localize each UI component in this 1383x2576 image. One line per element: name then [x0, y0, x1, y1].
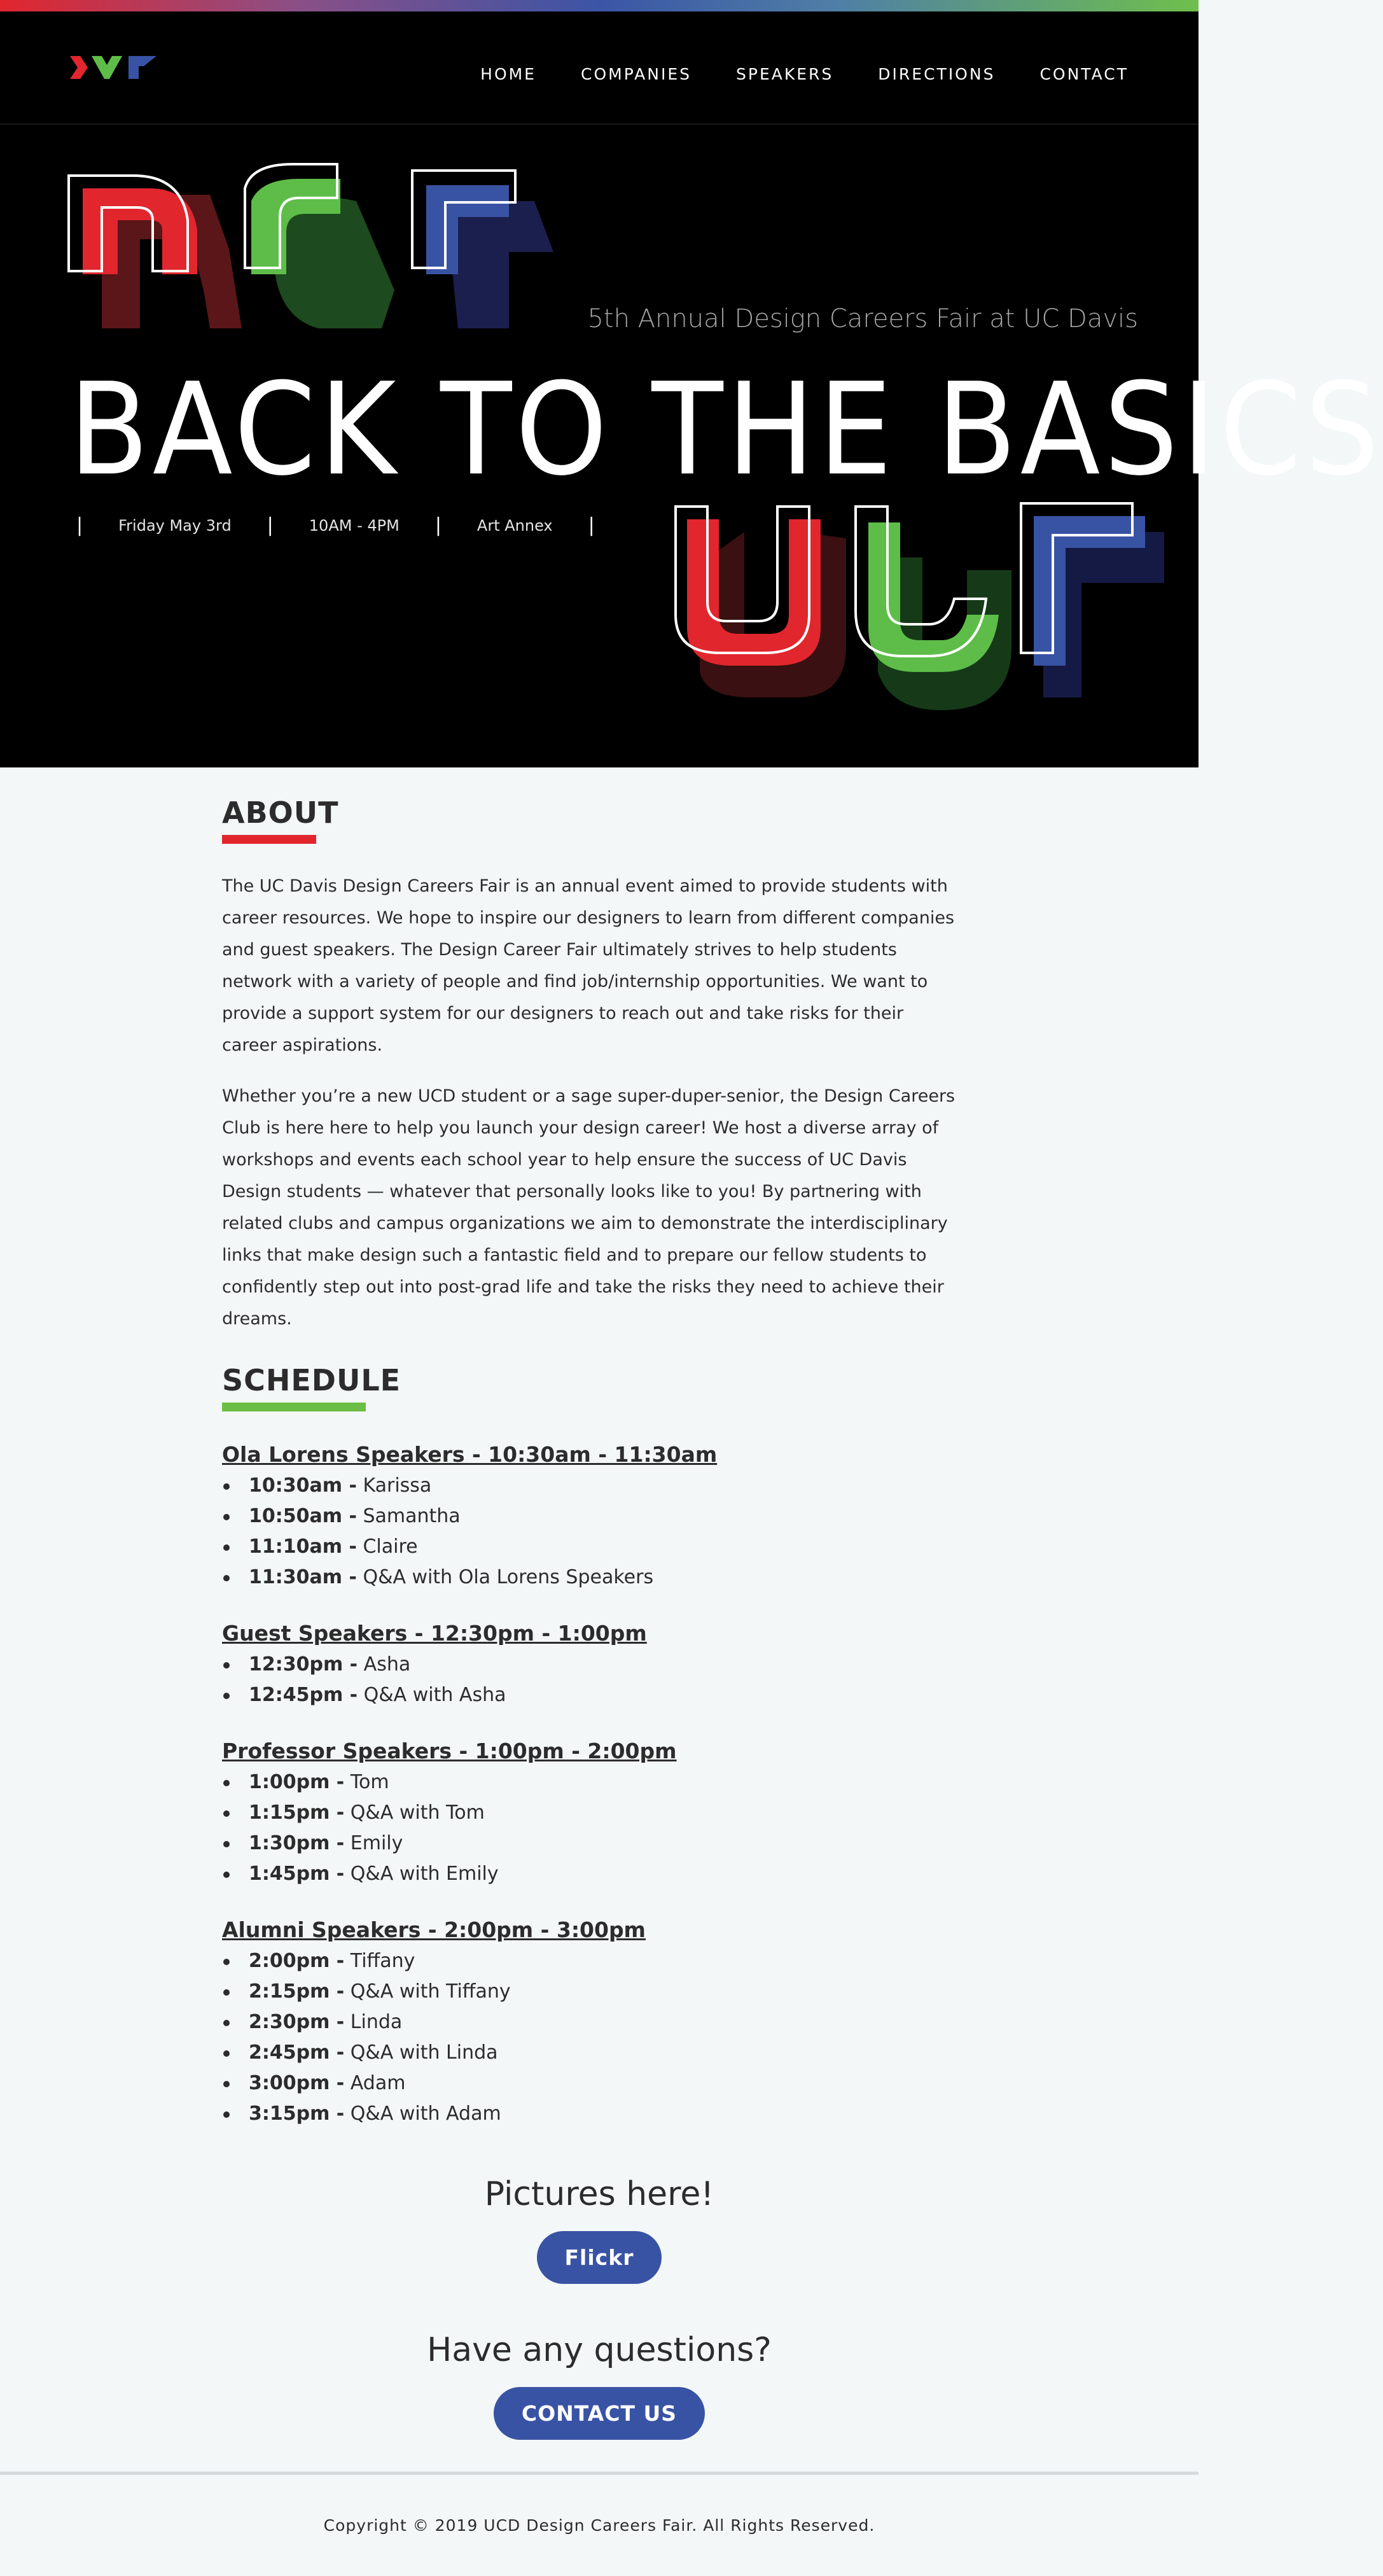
- session-item-time: 1:00pm -: [249, 1771, 345, 1793]
- session-item-label: Linda: [350, 2011, 403, 2033]
- session-item: [222, 1532, 960, 1562]
- session-item-label: Tom: [350, 1771, 389, 1793]
- schedule-section: [222, 1363, 960, 2129]
- about-heading-underline: [222, 835, 316, 844]
- hero-subtitle: 5th Annual Design Careers Fair at UC Davis: [587, 304, 1138, 333]
- session-item: [222, 1501, 960, 1532]
- schedule-heading: [222, 1363, 401, 1417]
- session-item: [222, 1859, 960, 1889]
- session-item-time: 1:15pm -: [249, 1802, 345, 1824]
- nav-home[interactable]: HOME: [480, 65, 536, 83]
- site-footer: [0, 2472, 1199, 2576]
- session-list: [222, 1767, 960, 1889]
- hero-top-letter-c: [245, 164, 394, 328]
- schedule-session: [222, 1917, 960, 2129]
- session-item-label: Q&A with Emily: [350, 1863, 499, 1885]
- site-header: [0, 11, 1199, 125]
- session-item-time: 2:15pm -: [249, 1980, 345, 2003]
- about-heading: [222, 795, 339, 849]
- session-item-label: Emily: [350, 1832, 403, 1854]
- main-nav: [480, 65, 1129, 83]
- hero-date: Friday May 3rd: [118, 516, 232, 535]
- contact-us-button[interactable]: CONTACT US: [494, 2387, 705, 2440]
- session-item-label: Claire: [363, 1536, 418, 1558]
- top-gradient-bar: [0, 0, 1199, 11]
- hero-headline: BACK TO THE BASICS: [69, 356, 1383, 504]
- session-item-label: Q&A with Tiffany: [350, 1980, 511, 2003]
- session-item-label: Q&A with Asha: [363, 1684, 506, 1706]
- session-item-time: 2:45pm -: [249, 2041, 345, 2064]
- session-item-label: Q&A with Ola Lorens Speakers: [363, 1566, 654, 1588]
- hero-bottom-letter-j: [856, 507, 1011, 710]
- about-heading-text: ABOUT: [222, 795, 339, 830]
- session-item-time: 12:30pm -: [249, 1653, 358, 1676]
- session-item-time: 11:10am -: [249, 1536, 357, 1558]
- session-title: Ola Lorens Speakers - 10:30am - 11:30am: [222, 1442, 718, 1467]
- hero-bottom-letter-u: [676, 507, 846, 697]
- session-item-label: Karissa: [363, 1474, 432, 1497]
- session-title: Professor Speakers - 1:00pm - 2:00pm: [222, 1739, 677, 1763]
- footer-copyright: Copyright © 2019 UCD Design Careers Fair. All Rights Reserved.: [323, 2516, 875, 2535]
- schedule-session: [222, 1739, 960, 1889]
- session-item: [222, 1471, 960, 1501]
- schedule-session: [222, 1442, 960, 1593]
- session-list: [222, 1946, 960, 2129]
- hero-location: Art Annex: [476, 516, 553, 535]
- pictures-heading: Pictures here!: [484, 2175, 714, 2213]
- main-content: [222, 767, 960, 2129]
- hero-separator: |: [434, 514, 441, 536]
- session-item: [222, 1946, 960, 1977]
- session-item: [222, 2038, 960, 2068]
- session-item-time: 3:00pm -: [249, 2072, 345, 2094]
- logo-blue-shape: [129, 56, 156, 79]
- session-item: [222, 1767, 960, 1798]
- session-item-label: Q&A with Tom: [350, 1802, 485, 1824]
- session-item-time: 10:50am -: [249, 1505, 357, 1527]
- session-item: [222, 2099, 960, 2129]
- nav-speakers[interactable]: SPEAKERS: [736, 65, 834, 83]
- session-item: [222, 1562, 960, 1593]
- session-item-label: Tiffany: [350, 1950, 415, 1972]
- logo-green-shape: [92, 56, 122, 79]
- session-item-time: 3:15pm -: [249, 2103, 345, 2125]
- session-item-time: 1:45pm -: [249, 1863, 345, 1885]
- schedule-heading-underline: [222, 1403, 366, 1411]
- session-item-time: 1:30pm -: [249, 1832, 345, 1854]
- nav-directions[interactable]: DIRECTIONS: [878, 65, 996, 83]
- ucd-logo-icon[interactable]: [70, 52, 156, 83]
- hero-event-details: [76, 514, 630, 536]
- hero-separator: |: [76, 514, 83, 536]
- session-list: [222, 1471, 960, 1593]
- hero-banner: [0, 125, 1383, 767]
- session-title: Guest Speakers - 12:30pm - 1:00pm: [222, 1621, 647, 1646]
- hero-bottom-letter-f: [1021, 503, 1164, 697]
- session-item: [222, 2068, 960, 2099]
- flickr-button[interactable]: Flickr: [537, 2231, 662, 2284]
- about-section: [222, 795, 960, 1335]
- logo-red-shape: [70, 56, 88, 79]
- session-item-label: Q&A with Linda: [350, 2041, 498, 2064]
- about-paragraph-1: The UC Davis Design Careers Fair is an annual event aimed to provide students with career resources. We hope to inspire our designers to learn from different companies and guest speakers. The Design Career Fair ultimately strives to help students network with a variety of people and find job/internship opportunities. We want to provide a support system for our designers to reach out and take risks for their career aspirations.: [222, 876, 955, 1055]
- session-item: [222, 1977, 960, 2007]
- schedule-session: [222, 1621, 960, 1711]
- hero-top-letter-f: [412, 171, 553, 328]
- hero-time: 10AM - 4PM: [309, 516, 400, 535]
- session-item: [222, 2007, 960, 2038]
- session-item-time: 10:30am -: [249, 1474, 357, 1497]
- session-item-label: Adam: [350, 2072, 406, 2094]
- session-item-label: Samantha: [363, 1505, 461, 1527]
- nav-companies[interactable]: COMPANIES: [580, 65, 692, 83]
- session-title: Alumni Speakers - 2:00pm - 3:00pm: [222, 1917, 646, 1942]
- session-item: [222, 1649, 960, 1680]
- hero-top-letter-u: [69, 176, 242, 328]
- session-item: [222, 1798, 960, 1828]
- schedule-heading-text: SCHEDULE: [222, 1363, 401, 1397]
- session-item-time: 2:30pm -: [249, 2011, 345, 2033]
- session-item: [222, 1680, 960, 1711]
- hero-separator: |: [588, 514, 595, 536]
- hero-separator: |: [267, 514, 274, 536]
- session-item-time: 11:30am -: [249, 1566, 357, 1588]
- session-item-label: Asha: [363, 1653, 411, 1676]
- about-paragraph-2: Whether you’re a new UCD student or a sage super-duper-senior, the Design Careers Club is here here to help you launch your design career! We host a diverse array of workshops and events each school year to help ensure the success of UC Davis Design students — whatever that personally looks like to you! By partnering with related clubs and campus organizations we aim to demonstrate the interdisciplinary links that make design such a fantastic field and to prepare our fellow students to confidently step out into post-grad life and take the risks they need to achieve their dreams.: [222, 1086, 956, 1329]
- pictures-section: [0, 2175, 1199, 2284]
- session-list: [222, 1649, 960, 1711]
- session-item-time: 12:45pm -: [249, 1684, 358, 1706]
- nav-contact[interactable]: CONTACT: [1039, 65, 1129, 83]
- session-item-time: 2:00pm -: [249, 1950, 345, 1972]
- questions-heading: Have any questions?: [427, 2331, 772, 2369]
- session-item: [222, 1828, 960, 1859]
- session-item-label: Q&A with Adam: [350, 2103, 501, 2125]
- questions-section: [0, 2331, 1199, 2440]
